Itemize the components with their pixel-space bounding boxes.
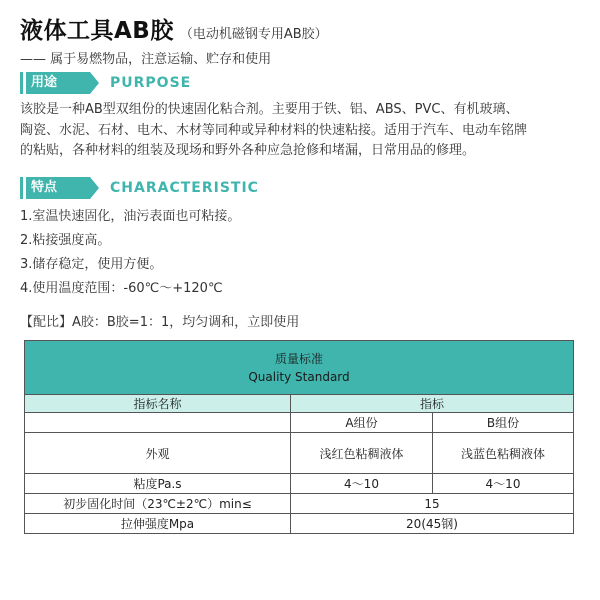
table-title-en: Quality Standard [248,369,350,384]
table-cell: 外观 [25,433,291,474]
characteristic-label: 特点 [26,177,90,199]
table-row [25,474,574,494]
table-row [25,433,574,474]
table-row [25,514,574,534]
table-cell: 初步固化时间（23℃±2℃）min≤ [25,494,291,514]
table-title-row [25,341,574,395]
section-bar [20,177,23,199]
mix-ratio: 【配比】A胶：B胶=1：1，均匀调和，立即使用 [20,315,300,330]
page-title [20,12,328,45]
table-cell: 浅红色粘稠液体 [291,433,433,474]
purpose-label-en: PURPOSE [110,75,192,91]
table-cell: 15 [291,494,574,514]
product-title: 液体工具AB胶 [20,18,174,44]
col-header-name: 指标名称 [25,395,291,413]
characteristic-section-header [20,177,580,199]
list-item: 2.粘接强度高。 [20,233,111,248]
list-item: 4.使用温度范围：-60℃～+120℃ [20,281,223,296]
purpose-text [20,100,580,162]
table-row [25,413,574,433]
product-subtitle: （电动机磁钢专用AB胶） [179,27,328,42]
table-cell-empty [25,413,291,433]
table-cell: 20(45钢) [291,514,574,534]
purpose-line: 的粘贴，各种材料的组装及现场和野外各种应急抢修和堵漏，日常用品的修理。 [20,143,476,158]
purpose-line: 陶瓷、水泥、石材、电木、木材等同种或异种材料的快速粘接。适用于汽车、电动车铭牌 [20,122,528,138]
section-bar [20,72,23,94]
characteristic-list [20,205,580,301]
col-header-value: 指标 [291,395,574,413]
table-cell: 4～10 [433,474,574,494]
purpose-label: 用途 [26,72,90,94]
warning-note: —— 属于易燃物品，注意运输、贮存和使用 [20,52,272,67]
table-cell: 拉伸强度Mpa [25,514,291,534]
table-title [25,341,574,395]
table-title-cn: 质量标准 [275,351,324,366]
col-header-a: A组份 [291,413,433,433]
table-row [25,494,574,514]
list-item: 3.储存稳定，使用方便。 [20,257,163,272]
purpose-line: 该胶是一种AB型双组份的快速固化粘合剂。主要用于铁、铝、ABS、PVC、有机玻璃、 [20,102,519,117]
quality-standard-table [24,340,574,534]
table-cell: 4～10 [291,474,433,494]
table-cell: 浅蓝色粘稠液体 [433,433,574,474]
table-cell: 粘度Pa.s [25,474,291,494]
list-item: 1.室温快速固化，油污表面也可粘接。 [20,209,241,224]
col-header-b: B组份 [433,413,574,433]
table-header-row [25,395,574,413]
section-arrow-icon [90,177,99,199]
characteristic-label-en: CHARACTERISTIC [110,180,259,196]
purpose-section-header [20,72,580,94]
section-arrow-icon [90,72,99,94]
